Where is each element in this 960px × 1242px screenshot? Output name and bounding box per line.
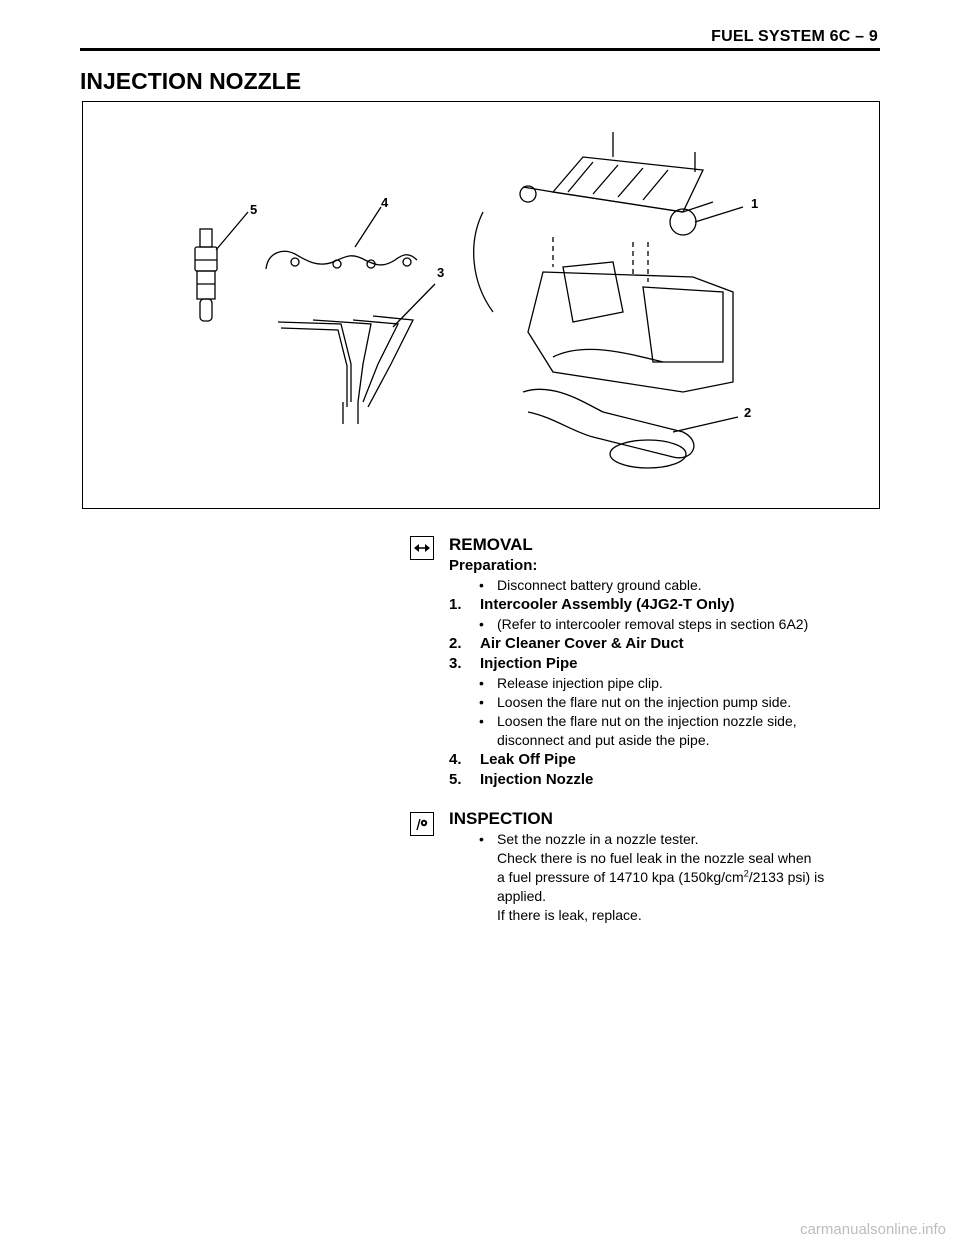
callout-4: 4: [381, 195, 389, 210]
list-item: • Set the nozzle in a nozzle tester.: [449, 830, 889, 849]
leak-off-pipe: [266, 251, 417, 269]
list-item-continuation: disconnect and put aside the pipe.: [497, 732, 710, 748]
inspection-section: [449, 808, 889, 925]
disassemble-arrows-icon: [410, 536, 434, 560]
callout-3: 3: [437, 265, 445, 280]
callout-1: 1: [751, 196, 759, 211]
air-duct: [523, 389, 694, 458]
list-item: • Release injection pipe clip.: [449, 674, 889, 693]
step-5: 5. Injection Nozzle: [449, 771, 594, 788]
inspection-line: If there is leak, replace.: [497, 907, 642, 923]
inspection-line: Check there is no fuel leak in the nozzle seal when: [497, 850, 812, 866]
list-item: • Loosen the flare nut on the injection nozzle side,: [449, 712, 889, 731]
step-1: 1. Intercooler Assembly (4JG2-T Only): [449, 596, 735, 613]
watermark: carmanualsonline.info: [800, 1221, 946, 1238]
exploded-view-figure: [82, 101, 880, 509]
step-3: 3. Injection Pipe: [449, 655, 578, 672]
callout-2: 2: [744, 405, 752, 420]
removal-heading: REMOVAL: [449, 535, 533, 554]
preparation-label: Preparation:: [449, 557, 538, 574]
engine-block: [528, 272, 733, 392]
removal-section: [449, 534, 889, 790]
engine-illustration: [83, 102, 879, 508]
inspect-magnifier-icon: [410, 812, 434, 836]
header-rule: [80, 48, 880, 51]
callout-5: 5: [250, 202, 258, 217]
step-4: 4. Leak Off Pipe: [449, 751, 576, 768]
page-header-title: FUEL SYSTEM 6C – 9: [711, 28, 878, 45]
list-item: • Disconnect battery ground cable.: [449, 576, 889, 595]
inspection-line: a fuel pressure of 14710 kpa ($150kg/cm^2/2133$ psi) is: [497, 868, 825, 885]
nozzle-top: [200, 229, 212, 247]
page-title: INJECTION NOZZLE: [80, 68, 302, 94]
inspection-heading: INSPECTION: [449, 809, 553, 828]
list-item: • (Refer to intercooler removal steps in section 6A2): [449, 615, 889, 634]
list-item: • Loosen the flare nut on the injection pump side.: [449, 693, 889, 712]
nozzle-tip: [200, 299, 212, 321]
step-2: 2. Air Cleaner Cover & Air Duct: [449, 635, 684, 652]
nozzle-body: [195, 247, 217, 271]
nozzle-barrel: [197, 271, 215, 299]
inspection-line: applied.: [497, 888, 547, 904]
